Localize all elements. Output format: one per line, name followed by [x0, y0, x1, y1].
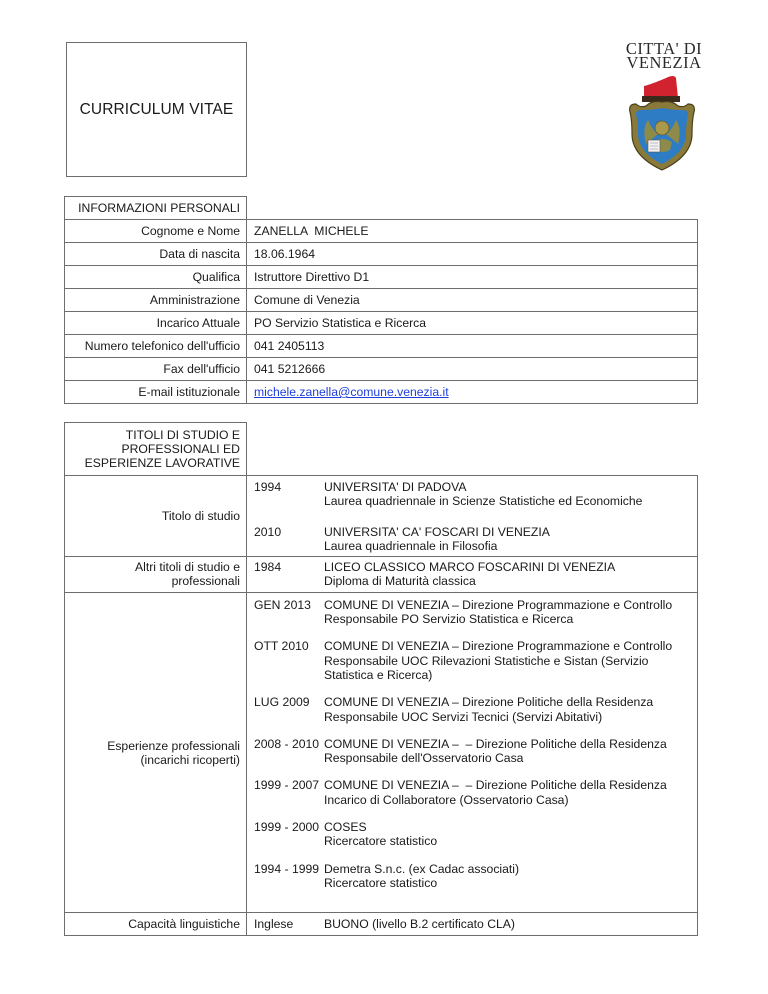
entry-detail: Laurea quadriennale in Filosofia	[324, 538, 498, 553]
education-row	[65, 476, 698, 557]
field-label: Cognome e Nome	[65, 220, 247, 243]
list-item	[247, 480, 697, 509]
entry-employer: COMUNE DI VENEZIA – Direzione Programmazione e Controllo	[324, 597, 673, 612]
phone-value: 041 2405113	[247, 335, 698, 358]
entry-role: Responsabile UOC Rilevazioni Statistiche e Sistan (Servizio	[324, 653, 649, 668]
table-row	[65, 266, 698, 289]
entry-role: Responsabile dell'Osservatorio Casa	[324, 751, 524, 766]
experience-row	[65, 592, 698, 912]
cv-title: CURRICULUM VITAE	[79, 100, 234, 118]
field-label: Numero telefonico dell'ufficio	[65, 335, 247, 358]
list-item	[247, 862, 697, 891]
list-item	[247, 778, 697, 807]
entry-role: Incarico di Collaboratore (Osservatorio Casa)	[324, 792, 569, 807]
education-label: Titolo di studio	[65, 476, 247, 557]
table-row	[65, 358, 698, 381]
languages-row	[65, 913, 698, 936]
table-row	[65, 335, 698, 358]
field-label: Incarico Attuale	[65, 312, 247, 335]
entry-year: GEN 2013	[254, 597, 311, 612]
field-label: E-mail istituzionale	[65, 381, 247, 404]
field-label: Qualifica	[65, 266, 247, 289]
entry-year: 1999 - 2000	[254, 820, 320, 835]
field-label: Fax dell'ufficio	[65, 358, 247, 381]
birthdate-value: 18.06.1964	[247, 243, 698, 266]
entry-detail: Laurea quadriennale in Scienze Statistiche ed Economiche	[324, 494, 643, 509]
other-titles-row	[65, 557, 698, 593]
list-item	[247, 525, 697, 554]
list-item	[247, 917, 697, 931]
list-item	[247, 598, 697, 627]
venice-coat-of-arms-icon	[622, 72, 702, 172]
logo-line-2: VENEZIA	[626, 53, 702, 72]
entry-employer: COMUNE DI VENEZIA – – Direzione Politiche della Residenza	[324, 736, 667, 751]
entry-year: 1994 - 1999	[254, 861, 320, 876]
city-logo	[612, 39, 716, 174]
logo-text	[612, 39, 716, 72]
cv-title-box	[66, 42, 247, 177]
personal-header-row	[65, 197, 698, 220]
language-level: BUONO (livello B.2 certificato CLA)	[324, 917, 515, 932]
personal-section-title: INFORMAZIONI PERSONALI	[65, 197, 247, 220]
table-row	[65, 243, 698, 266]
entry-employer: COMUNE DI VENEZIA – Direzione Politiche della Residenza	[324, 695, 654, 710]
personal-info-table	[64, 196, 698, 404]
logo-line-1: CITTA' DI	[625, 39, 703, 58]
other-titles-label: Altri titoli di studio e professionali	[65, 557, 247, 593]
current-role-value: PO Servizio Statistica e Ricerca	[247, 312, 698, 335]
table-row	[65, 312, 698, 335]
email-link[interactable]: michele.zanella@comune.venezia.it	[254, 385, 449, 399]
entry-year: 2008 - 2010	[254, 736, 320, 751]
entry-institution: LICEO CLASSICO MARCO FOSCARINI DI VENEZIA	[324, 560, 616, 575]
table-row	[65, 220, 698, 243]
entry-year: 1984	[254, 560, 282, 575]
entry-year: 1994	[254, 480, 282, 494]
entry-role: Ricercatore statistico	[324, 834, 438, 849]
entry-year: 1999 - 2007	[254, 778, 320, 793]
career-section-title: TITOLI DI STUDIO E PROFESSIONALI ED ESPERIENZE LAVORATIVE	[65, 423, 247, 476]
entry-role: Responsabile PO Servizio Statistica e Ricerca	[324, 612, 574, 627]
entry-year: LUG 2009	[254, 695, 310, 710]
field-label: Data di nascita	[65, 243, 247, 266]
career-table	[64, 422, 698, 936]
administration-value: Comune di Venezia	[247, 289, 698, 312]
list-item	[247, 695, 697, 724]
entry-role-cont: Statistica e Ricerca)	[324, 667, 433, 682]
entry-institution: UNIVERSITA' CA' FOSCARI DI VENEZIA	[324, 524, 550, 539]
list-item	[247, 560, 697, 589]
career-header-row	[65, 423, 698, 476]
experience-label: Esperienze professionali (incarichi ricoperti)	[65, 592, 247, 912]
entry-employer: Demetra S.n.c. (ex Cadac associati)	[324, 861, 520, 876]
list-item	[247, 737, 697, 766]
table-row	[65, 289, 698, 312]
fax-value: 041 5212666	[247, 358, 698, 381]
entry-role: Responsabile UOC Servizi Tecnici (Servizi Abitativi)	[324, 709, 603, 724]
name-value: ZANELLA MICHELE	[247, 220, 698, 243]
field-label: Amministrazione	[65, 289, 247, 312]
table-row	[65, 381, 698, 404]
list-item	[247, 820, 697, 849]
entry-employer: COMUNE DI VENEZIA – – Direzione Politiche della Residenza	[324, 778, 667, 793]
entry-year: 2010	[254, 524, 282, 539]
entry-employer: COSES	[324, 820, 367, 835]
entry-detail: Diploma di Maturità classica	[324, 574, 476, 589]
qualification-value: Istruttore Direttivo D1	[247, 266, 698, 289]
entry-employer: COMUNE DI VENEZIA – Direzione Programmazione e Controllo	[324, 639, 673, 654]
entry-role: Ricercatore statistico	[324, 875, 438, 890]
languages-label: Capacità linguistiche	[65, 913, 247, 936]
entry-institution: UNIVERSITA' DI PADOVA	[324, 480, 467, 494]
entry-year: OTT 2010	[254, 639, 309, 654]
list-item	[247, 639, 697, 682]
language-name: Inglese	[254, 917, 294, 932]
